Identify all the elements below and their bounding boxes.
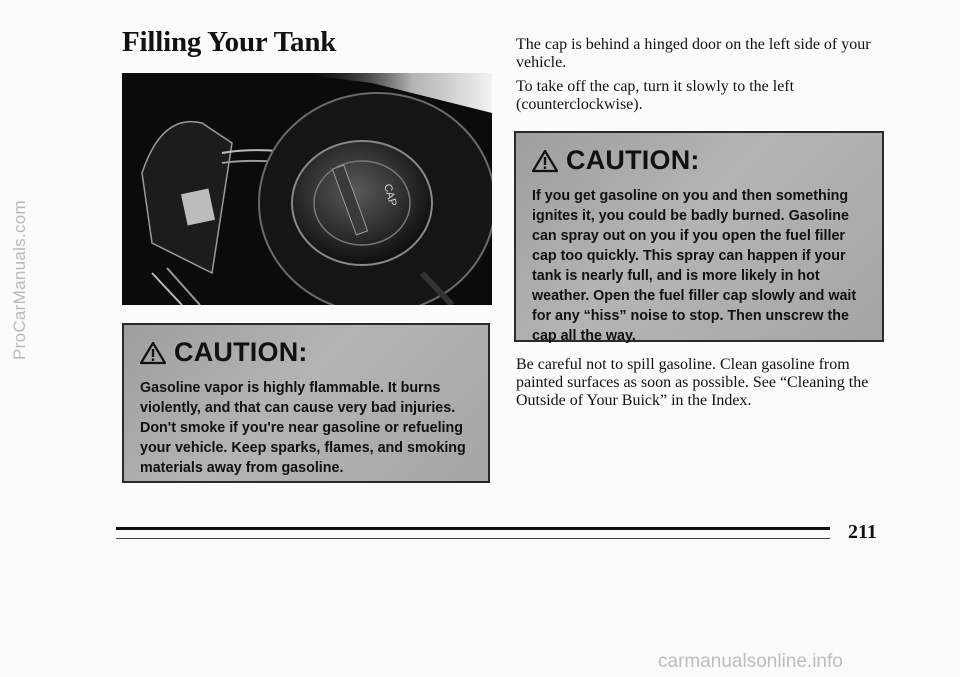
warning-triangle-icon xyxy=(532,149,558,173)
footer-rule-thin xyxy=(116,538,830,539)
caution-text: Gasoline vapor is highly flammable. It burns violently, and that can cause very bad injuries. Don't smoke if you're near gasoline or refueling your vehicle. Keep sparks, flames, and smoking materials away from gasoline. xyxy=(140,380,466,476)
fuel-filler-photo xyxy=(122,73,492,305)
paragraph-remove-cap: To take off the cap, turn it slowly to the left (counterclockwise). xyxy=(516,78,795,113)
paragraph-careful: Be careful not to spill gasoline. Clean gasoline from painted surfaces as soon as possible. See “Cleaning the Outside of Your Buick” in the Index. xyxy=(516,356,869,409)
footer-rule xyxy=(116,527,830,530)
caution-box-spray xyxy=(514,131,884,342)
bottom-watermark: carmanualsonline.info xyxy=(658,651,843,672)
caution-box-vapor xyxy=(122,323,490,483)
caution-title: CAUTION: xyxy=(174,337,308,367)
cap-text: CAP xyxy=(381,182,399,208)
section-title: Filling Your Tank xyxy=(122,26,337,58)
page-number: 211 xyxy=(848,521,877,543)
paragraph-cap-location: The cap is behind a hinged door on the left side of your vehicle. xyxy=(516,36,871,71)
warning-triangle-icon xyxy=(140,341,166,365)
side-watermark xyxy=(2,150,38,410)
fuel-filler-cap-photo-icon xyxy=(122,73,492,305)
caution-text: If you get gasoline on you and then something ignites it, you could be badly burned. Gasoline can spray out on you if you open the fuel filler cap too quickly. This spray can happen if your tank is nearly full, and is more likely in hot weather. Open the fuel filler cap slowly and wait for any “hiss” noise to stop. Then unscrew the cap all the way. xyxy=(532,188,857,344)
caution-title: CAUTION: xyxy=(566,145,700,175)
side-watermark-text: ProCarManuals.com xyxy=(10,199,30,361)
